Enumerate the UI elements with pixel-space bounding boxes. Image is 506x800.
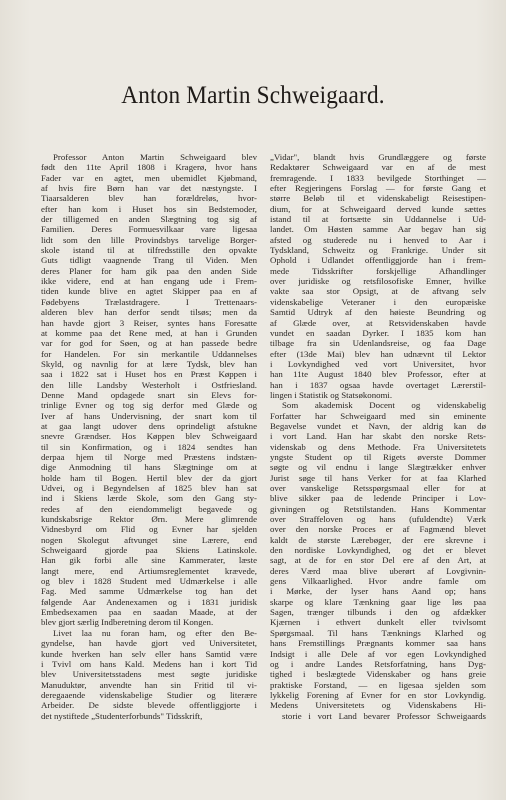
right-column-line: lykkelig Forening af Evner for en stor Lovkyndig. (270, 689, 486, 700)
left-column-line: til sin Konfirmation, og i 1824 sendtes han (41, 441, 257, 452)
left-column-line: blev gjort særlig Indberetning derom til Kongen. (41, 617, 214, 628)
right-column-line: sagt, at de for en stor Del ere af den Art, at (270, 555, 486, 566)
right-column-line: istand til at fortsætte sin Uddannelse i Ud- (270, 214, 486, 225)
left-column-line: skole istand til at tilfredsstille den opvakte (41, 245, 257, 256)
right-column-line: kaldt de største Lærebøger, der ere skrevne i (270, 534, 486, 545)
left-column-line: følgende Aar Andenexamen og i 1831 juridisk (41, 596, 257, 607)
left-column-line: gyndelse, han havde gjort ved Universitetet, (41, 638, 257, 649)
right-column-line: efter Regjeringens Forslag — for første Gang et (270, 183, 486, 194)
article-title: Anton Martin Schweigaard. (121, 82, 385, 109)
right-column (270, 152, 486, 721)
left-column-line: Livet laa nu foran ham, og efter den Be- (53, 627, 257, 638)
left-column-line: Udvei, og i Begyndelsen af 1825 blev han sat (41, 483, 257, 493)
left-column-line: var for god for Søen, og at han passede bedre (41, 338, 257, 349)
left-column (41, 152, 257, 721)
left-column-line: kundskabsrige Rektor Ørn. Mere glimrende (41, 514, 257, 525)
right-column-line: søgte og vil endnu i lange Slægtrækker enhver (270, 462, 486, 473)
right-column-line: af Glæde over, at Retsvidenskaben havde (270, 317, 486, 328)
right-column-line: landet. Om Høsten samme Aar begav han sig (270, 224, 486, 235)
left-column-line: efter han kom i Huset hos sin Bedstemoder, (41, 203, 257, 214)
left-column-line: Fødebyens Trælastdragere. I Trettenaars- (41, 296, 257, 307)
left-column-line: alderen blev han derfor sendt tilsøs; men da (41, 307, 257, 318)
right-column-line: yngste Student op til Rigets øverste Dommer (270, 451, 486, 462)
right-column-line: Som akademisk Docent og videnskabelig (282, 400, 486, 411)
left-column-line: dige Anmodning til hans Slægtninge om at (41, 462, 257, 473)
left-column-line: at komme paa det Rene med, at han i Grunden (41, 327, 257, 338)
left-column-line: Arbeider. De sidste blevede offentliggjorte i (41, 700, 257, 711)
right-column-line: Indsigt i alle Dele af vor egen Lovkyndighed (270, 648, 486, 659)
left-column-line: for Handelen. For sin merkantile Uddannelses (41, 348, 257, 359)
left-column-line: trinlige Evner og tog sig derfor med Glæde og (41, 400, 257, 411)
right-column-line: Medens Universitetets og Videnskabens Hi- (270, 700, 486, 711)
right-column-line: over vanskelige Retsspørgsmaal eller for at (270, 483, 486, 493)
left-column-line: og blev i 1828 Student med Udmærkelse i alle (41, 576, 257, 587)
right-column-line: den nordiske Lovkyndighed, og det er blevet (270, 545, 486, 556)
right-column-line: praktiske Forstand, — en ligesaa sjelden som (270, 679, 486, 690)
right-column-line: blive sikker paa de ledende Principer i Lov- (270, 493, 486, 504)
left-column-line: nogen Skolegut aftvunget sine Lærere, end (41, 534, 257, 545)
left-column-line: det nystiftede „Studenterforbunds" Tidsskrift, (41, 710, 203, 721)
right-column-line: over juridiske og retsfilosofiske Emner, hvilke (270, 276, 486, 287)
left-column-line: ikke videre, end at han engang ude i Frem- (41, 276, 257, 287)
left-column-line: lidt som den lille Provindsbys tarvelige Borger- (41, 234, 257, 245)
right-column-line: efter (13de Mai) blev han udnævnt til Lektor (270, 348, 486, 359)
left-column-line: han havde gjort 3 Reiser, syntes hans Foresatte (41, 317, 257, 328)
left-column-line: Tiaarsalderen blev han forældreløs, hvor- (41, 193, 257, 204)
right-column-line: han i 1837 ogsaa havde overtaget Lærerstil- (270, 379, 486, 390)
left-column-line: Denne Mand opdagede snart sin Elevs for- (41, 389, 257, 400)
right-column-line: tighed i beslægtede Videnskaber og hans greie (270, 669, 486, 680)
right-column-line: „Vidar", blandt hvis Grundlæggere og første (270, 152, 486, 162)
left-column-line: blev Universitetsstadens mest søgte juridiske (41, 669, 257, 680)
right-column-line: skarpe og klare Tænkning gaar lige løs paa (270, 596, 486, 607)
right-column-line: afsted og studerede nu i henved to Aar i (270, 234, 486, 245)
right-column-line: i vort Land. Han har skabt den norske Rets- (270, 431, 486, 442)
right-column-line: han 11te August 1840 blev Professor, efter at (270, 369, 486, 380)
right-column-line: større Beløb til et videnskabeligt Reisestipen- (270, 193, 486, 204)
right-column-line: Redaktører Schweigaard var en af de mest (270, 162, 486, 173)
left-column-line: deres Planer for ham gik paa den anden Side (41, 265, 257, 276)
right-column-line: Begavelse vundet et Navn, der aldrig kan dø (270, 420, 486, 431)
right-column-line: tilbage fra sin Udenlandsreise, og faa Dage (270, 338, 486, 349)
right-column-line: Tydskland, Schweitz og Frankrige. Under sit (270, 245, 486, 256)
left-column-line: Professor Anton Martin Schweigaard blev (53, 152, 257, 162)
right-column-line: gens Vilkaarlighed. Hvor andre famle om (270, 576, 486, 587)
left-column-line: deregaaende videnskabelige Studier og literære (41, 689, 257, 700)
right-column-line: lingen i Statistik og Statsøkonomi. (270, 389, 393, 400)
left-column-line: Embedsexamen paa en saadan Maade, at der (41, 607, 257, 618)
right-column-line: deres Værd maa blive uberørt af Lovgivnin- (270, 565, 486, 576)
left-column-line: derpaa hjem til Norge med Præstens indstæn- (41, 451, 257, 462)
right-column-line: Samtid Udtryk af den høieste Beundring og (270, 307, 486, 318)
left-column-line: der tilligemed en anden Slægtning tog sig af (41, 214, 257, 225)
left-column-line: Guts tidligt vaagnende Trang til Viden. Men (41, 255, 257, 266)
left-column-line: Han gik forbi alle sine Kammerater, læste (41, 555, 257, 566)
right-column-line: dium, for at Schweigaard derved kunde sættes (270, 203, 486, 214)
right-column-line: mede Tidsskrifter forskjellige Afhandlinger (270, 265, 486, 276)
left-column-line: kunde hverken han selv eller hans Samtid være (41, 648, 257, 659)
right-column-line: over den norske Proces er af Fagmænd blevet (270, 524, 486, 535)
left-column-line: saa i 1822 sat i Huset hos en Præst Køppen i (41, 369, 257, 380)
right-column-line: Kjærnen i ethvert dunkelt eller tvivlsomt (270, 617, 486, 628)
left-column-line: Vidnesbyrd om Flid og Evner har sjelden (41, 524, 257, 535)
left-column-line: redes af den eiendommeligt begavede og (41, 503, 257, 514)
left-column-line: født den 11te April 1808 i Kragerø, hvor hans (41, 162, 257, 173)
right-column-line: hans Fremstillings Prægnants kommer saa hans (270, 638, 486, 649)
left-column-line: af hvis fire Børn han var det næstyngste. I (41, 183, 257, 194)
left-column-line: i Tvivl om hans Kald. Medens han i kort Tid (41, 658, 257, 669)
left-column-line: langt mere, end Artiumsreglementet krævede, (41, 565, 257, 576)
left-column-line: snevre Grændser. Hos Køppen blev Schweigaard (41, 431, 257, 442)
left-column-line: holde ham til Bogen. Hertil blev der da gjort (41, 472, 257, 483)
left-column-line: tiden kunde blive en agtet Skipper paa en af (41, 286, 257, 297)
right-column-line: videnskab og dens Methode. Fra Universitetets (270, 441, 486, 452)
right-column-line: over Straffeloven og hans (ufuldendte) Værk (270, 514, 486, 525)
left-column-line: ind i Skiens lærde Skole, som den Gang sty- (41, 493, 257, 504)
right-column-line: videnskabelige Veteraner i den europæiske (270, 296, 486, 307)
left-column-line: Fader var en agtet, men ubemidlet Kjøbmand, (41, 172, 257, 183)
left-column-line: Schweigaard gjorde paa Skiens Latinskole. (41, 545, 257, 556)
left-column-line: Skyld, og navnlig for at lære Tydsk, blev han (41, 358, 257, 369)
column-gutter (261, 152, 262, 782)
right-column-line: givningen og Retstilstanden. Hans Kommentar (270, 503, 486, 514)
left-column-line: Iver af hans Undervisning, der snart kom til (41, 410, 257, 421)
right-column-line: Sagen, trænger tilbunds i den og afdækker (270, 607, 486, 618)
right-column-line: i Lovkyndighed ved vort Universitet, hvor (270, 358, 486, 369)
left-column-line: at gaa langt udover dens oprindeligt afstukne (41, 420, 257, 431)
left-column-line: Familien. Deres Formuesvilkaar vare ligesaa (41, 224, 257, 235)
right-column-line: i Mørke, der lyser hans Aand op; hans (270, 586, 486, 597)
right-column-line: Forfatter har Schweigaard med sin eminente (270, 410, 486, 421)
right-column-line: og i andre Landes Retsforfatning, hans Dyg- (270, 658, 486, 669)
right-column-line: fremragende. I 1833 bevilgede Storthinget — (270, 172, 486, 183)
right-column-line: Jurist søge til hans Verker for at faa Klarhed (270, 472, 486, 483)
left-column-line: Manuduktør, anvendte han sin Fritid til vi- (41, 679, 257, 690)
right-column-line: vakte saa stor Opsigt, at de aftvang selv (270, 286, 486, 297)
left-column-line: Fag. Med samme Udmærkelse tog han det (41, 586, 257, 597)
left-column-line: den lille Landsby Westerholt i Ostfriesland. (41, 379, 257, 390)
right-column-line: vundet en saadan Dyrker. I 1835 kom han (270, 327, 486, 338)
right-column-line: Spørgsmaal. Til hans Tænknings Klarhed og (270, 627, 486, 638)
right-column-line: Ophold i Udlandet offentliggjorde han i frem- (270, 255, 486, 266)
right-column-line: storie i vort Land bevarer Professor Schweigaards (282, 710, 486, 721)
